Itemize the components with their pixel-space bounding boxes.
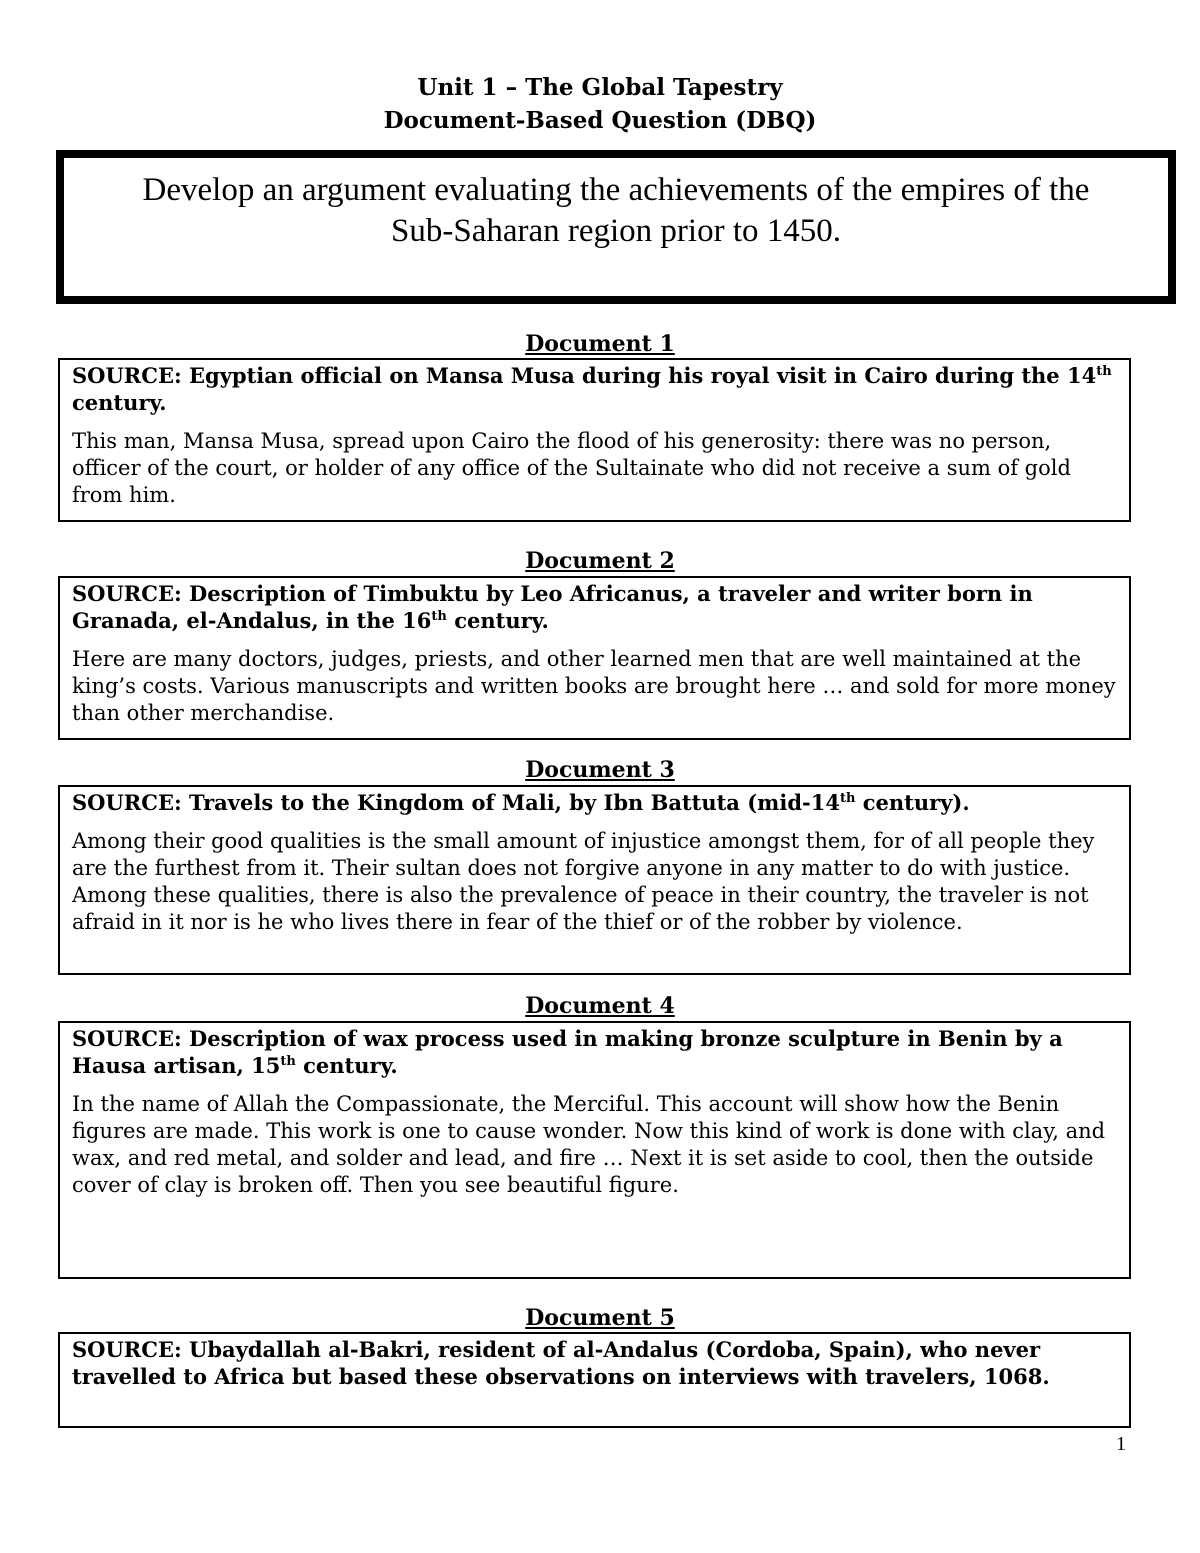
document-3-text: Among their good qualities is the small amount of injustice amongst them, for of all people they are the furthest from it. Their sultan does not forgive anyone in any matter to do with justice. Among these qualities, there is also the prevalence of peace in their country, the traveler is not afraid in it nor is he who lives there in fear of the thief or of the robber by violence. [72,829,1095,934]
document-4-heading: Document 4 [525,993,675,1019]
prompt-text [94,170,1138,252]
document-4-text: In the name of Allah the Compassionate, the Merciful. This account will show how the Benin figures are made. This work is one to cause wonder. Now this kind of work is done with clay, and wax, and red metal, and solder and lead, and fire … Next it is set aside to cool, then the outside cover of clay is broken off. Then you see beautiful figure. [72,1092,1106,1197]
document-2-text: Here are many doctors, judges, priests, and other learned men that are well maintained at the king’s costs. Various manuscripts and written books are brought here … and sold for more money than other merchandise. [72,647,1116,725]
document-1-text: This man, Mansa Musa, spread upon Cairo the flood of his generosity: there was no person, officer of the court, or holder of any office of the Sultainate who did not receive a sum of gold from him. [72,429,1071,507]
prompt-box [56,150,1176,304]
document-3-heading: Document 3 [525,757,675,783]
document-4-box [58,1021,1131,1279]
document-5-box [58,1332,1131,1428]
document-5-source: SOURCE: Ubaydallah al-Bakri, resident of al-Andalus (Cordoba, Spain), who never travelled to Africa but based these observations on interviews with travelers, 1068. [72,1337,1050,1389]
document-1-source: SOURCE: Egyptian official on Mansa Musa during his royal visit in Cairo during the 14th century. [72,363,1112,415]
unit-title: Unit 1 – The Global Tapestry [417,74,783,101]
prompt-line-2: Sub-Saharan region prior to 1450. [391,213,841,249]
document-1-heading: Document 1 [525,331,675,357]
document-4-source: SOURCE: Description of wax process used in making bronze sculpture in Benin by a Hausa artisan, 15th century. [72,1026,1063,1078]
document-2-heading: Document 2 [525,548,675,574]
page-number: 1 [1116,1433,1126,1455]
dbq-subtitle: Document-Based Question (DBQ) [383,107,817,134]
document-2-source: SOURCE: Description of Timbuktu by Leo Africanus, a traveler and writer born in Granada, el-Andalus, in the 16th century. [72,581,1033,633]
document-3-box [58,785,1131,975]
prompt-line-1: Develop an argument evaluating the achievements of the empires of the [142,172,1090,208]
document-2-box [58,576,1131,740]
document-1-box [58,358,1131,522]
document-5-heading: Document 5 [525,1305,675,1331]
document-3-source: SOURCE: Travels to the Kingdom of Mali, by Ibn Battuta (mid-14th century). [72,790,970,815]
